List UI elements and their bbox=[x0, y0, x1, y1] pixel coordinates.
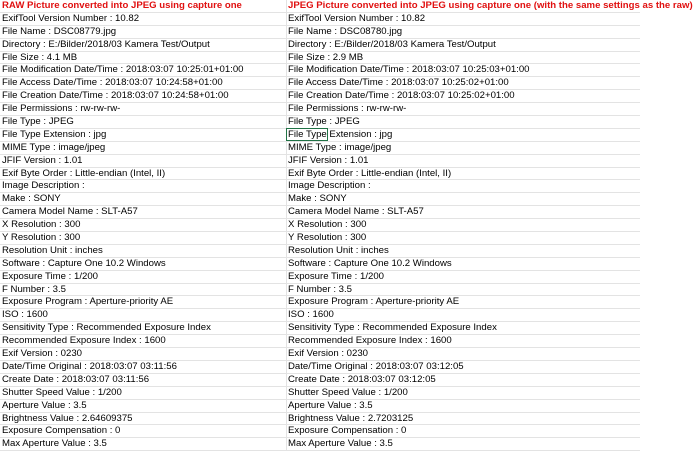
left-cell-row[interactable] bbox=[0, 322, 286, 335]
right-cell-row[interactable] bbox=[286, 193, 640, 206]
right-cell-row[interactable] bbox=[286, 206, 640, 219]
cell-text: MIME Type : image/jpeg bbox=[288, 141, 392, 153]
right-cell-row[interactable] bbox=[286, 180, 640, 193]
right-column bbox=[286, 0, 693, 450]
right-cell-row[interactable] bbox=[286, 335, 640, 348]
right-cell-row[interactable] bbox=[286, 103, 640, 116]
cell-text: Image Description : bbox=[288, 180, 371, 192]
cell-text: File Access Date/Time : 2018:03:07 10:24:58+01:00 bbox=[2, 77, 223, 89]
cell-text: Exposure Time : 1/200 bbox=[288, 270, 384, 282]
left-cell-row[interactable] bbox=[0, 284, 286, 297]
right-cell-row[interactable] bbox=[286, 26, 640, 39]
left-cell-row[interactable] bbox=[0, 232, 286, 245]
right-cell-row[interactable] bbox=[286, 142, 640, 155]
cell-text: File Type Extension : jpg bbox=[288, 128, 393, 140]
right-cell-row[interactable] bbox=[286, 168, 640, 181]
cell-text: Recommended Exposure Index : 1600 bbox=[2, 335, 166, 347]
left-column bbox=[0, 0, 286, 450]
cell-text: Software : Capture One 10.2 Windows bbox=[2, 257, 166, 269]
cell-text: Exif Version : 0230 bbox=[288, 348, 368, 360]
left-cell-row[interactable] bbox=[0, 413, 286, 426]
cell-text: ExifTool Version Number : 10.82 bbox=[2, 12, 140, 24]
cell-text: Exif Byte Order : Little-endian (Intel, II) bbox=[288, 167, 452, 179]
cell-text: File Name : DSC08780.jpg bbox=[288, 25, 403, 37]
left-cell-row[interactable] bbox=[0, 400, 286, 413]
cell-text: JFIF Version : 1.01 bbox=[288, 154, 369, 166]
left-cell-row[interactable] bbox=[0, 361, 286, 374]
cell-text: Recommended Exposure Index : 1600 bbox=[288, 335, 452, 347]
cell-text: Make : SONY bbox=[288, 193, 347, 205]
left-cell-row[interactable] bbox=[0, 374, 286, 387]
cell-text: Sensitivity Type : Recommended Exposure Index bbox=[288, 322, 497, 334]
cell-text: JFIF Version : 1.01 bbox=[2, 154, 83, 166]
right-cell-row[interactable] bbox=[286, 413, 640, 426]
left-cell-row[interactable] bbox=[0, 52, 286, 65]
cell-text: File Modification Date/Time : 2018:03:07 10:25:03+01:00 bbox=[288, 64, 530, 76]
left-cell-row[interactable] bbox=[0, 13, 286, 26]
right-cell-row[interactable] bbox=[286, 348, 640, 361]
left-cell-row[interactable] bbox=[0, 219, 286, 232]
left-cell-row[interactable] bbox=[0, 348, 286, 361]
cell-text: File Creation Date/Time : 2018:03:07 10:25:02+01:00 bbox=[288, 90, 515, 102]
right-cell-row[interactable] bbox=[286, 116, 640, 129]
cell-text: Camera Model Name : SLT-A57 bbox=[288, 206, 424, 218]
left-cell-row[interactable] bbox=[0, 180, 286, 193]
cell-text: Exposure Program : Aperture-priority AE bbox=[2, 296, 174, 308]
right-cell-row[interactable] bbox=[286, 361, 640, 374]
left-cell-row[interactable] bbox=[0, 64, 286, 77]
left-cell-row[interactable] bbox=[0, 258, 286, 271]
cell-text: F Number : 3.5 bbox=[2, 283, 66, 295]
cell-text: File Modification Date/Time : 2018:03:07 10:25:01+01:00 bbox=[2, 64, 244, 76]
left-cell-row[interactable] bbox=[0, 335, 286, 348]
right-cell-row[interactable] bbox=[286, 129, 640, 142]
cell-text: Exposure Program : Aperture-priority AE bbox=[288, 296, 460, 308]
cell-text: Shutter Speed Value : 1/200 bbox=[2, 386, 122, 398]
left-cell-row[interactable] bbox=[0, 438, 286, 451]
left-cell-row[interactable] bbox=[0, 142, 286, 155]
cell-text: Make : SONY bbox=[2, 193, 61, 205]
left-cell-row[interactable] bbox=[0, 245, 286, 258]
right-cell-row[interactable] bbox=[286, 309, 640, 322]
cell-text: Date/Time Original : 2018:03:07 03:12:05 bbox=[288, 360, 464, 372]
left-cell-row[interactable] bbox=[0, 155, 286, 168]
cell-text: Y Resolution : 300 bbox=[288, 232, 367, 244]
cell-text: File Type : JPEG bbox=[2, 116, 74, 128]
left-cell-row[interactable] bbox=[0, 296, 286, 309]
cell-text: File Access Date/Time : 2018:03:07 10:25:02+01:00 bbox=[288, 77, 509, 89]
right-cell-row[interactable] bbox=[286, 155, 640, 168]
left-cell-row[interactable] bbox=[0, 103, 286, 116]
cell-text: File Type Extension : jpg bbox=[2, 128, 107, 140]
right-cell-row[interactable] bbox=[286, 64, 640, 77]
cell-text: Create Date : 2018:03:07 03:11:56 bbox=[2, 373, 150, 385]
left-cell-row[interactable] bbox=[0, 77, 286, 90]
cell-text: F Number : 3.5 bbox=[288, 283, 352, 295]
cell-text: ExifTool Version Number : 10.82 bbox=[288, 12, 426, 24]
right-cell-row[interactable] bbox=[286, 39, 640, 52]
cell-text: Image Description : bbox=[2, 180, 85, 192]
left-cell-row[interactable] bbox=[0, 129, 286, 142]
right-cell-row[interactable] bbox=[286, 232, 640, 245]
right-cell-row[interactable] bbox=[286, 77, 640, 90]
cell-text: File Size : 2.9 MB bbox=[288, 51, 364, 63]
cell-text: File Type : JPEG bbox=[288, 116, 360, 128]
cell-text: Max Aperture Value : 3.5 bbox=[288, 438, 393, 450]
left-cell-row[interactable] bbox=[0, 206, 286, 219]
left-cell-row[interactable] bbox=[0, 168, 286, 181]
cell-text: Exposure Time : 1/200 bbox=[2, 270, 98, 282]
left-cell-row[interactable] bbox=[0, 90, 286, 103]
left-cell-row[interactable] bbox=[0, 116, 286, 129]
cell-text: Exif Byte Order : Little-endian (Intel, II) bbox=[2, 167, 166, 179]
cell-text: X Resolution : 300 bbox=[288, 219, 367, 231]
cell-text: Max Aperture Value : 3.5 bbox=[2, 438, 107, 450]
cell-text: Resolution Unit : inches bbox=[288, 244, 389, 256]
left-cell-row[interactable] bbox=[0, 271, 286, 284]
cell-text: File Permissions : rw-rw-rw- bbox=[288, 103, 407, 115]
cell-text: File Size : 4.1 MB bbox=[2, 51, 78, 63]
right-cell-row[interactable] bbox=[286, 245, 640, 258]
cell-text: Software : Capture One 10.2 Windows bbox=[288, 257, 452, 269]
cell-text: Exposure Compensation : 0 bbox=[288, 425, 407, 437]
right-cell-row[interactable] bbox=[286, 90, 640, 103]
cell-text: Brightness Value : 2.7203125 bbox=[288, 412, 414, 424]
right-cell-row[interactable] bbox=[286, 271, 640, 284]
right-cell-row[interactable] bbox=[286, 13, 640, 26]
cell-text: Exposure Compensation : 0 bbox=[2, 425, 121, 437]
cell-text: File Creation Date/Time : 2018:03:07 10:24:58+01:00 bbox=[2, 90, 229, 102]
selected-cell-border bbox=[286, 128, 328, 141]
left-cell-row[interactable] bbox=[0, 387, 286, 400]
cell-text: ISO : 1600 bbox=[288, 309, 334, 321]
left-cell-row[interactable] bbox=[0, 26, 286, 39]
right-cell-row[interactable] bbox=[286, 387, 640, 400]
left-cell-row[interactable] bbox=[0, 39, 286, 52]
right-cell-row[interactable] bbox=[286, 219, 640, 232]
cell-text: Create Date : 2018:03:07 03:12:05 bbox=[288, 373, 436, 385]
cell-text: ISO : 1600 bbox=[2, 309, 48, 321]
cell-text: Shutter Speed Value : 1/200 bbox=[288, 386, 408, 398]
cell-text: File Permissions : rw-rw-rw- bbox=[2, 103, 121, 115]
cell-text: Aperture Value : 3.5 bbox=[288, 399, 373, 411]
right-cell-row[interactable] bbox=[286, 258, 640, 271]
cell-text: Directory : E:/Bilder/2018/03 Kamera Test/Output bbox=[288, 38, 496, 50]
cell-text: Brightness Value : 2.64609375 bbox=[2, 412, 133, 424]
cell-text: X Resolution : 300 bbox=[2, 219, 81, 231]
right-cell-row[interactable] bbox=[286, 52, 640, 65]
right-cell-row[interactable] bbox=[286, 322, 640, 335]
right-column-title[interactable]: JPEG Picture converted into JPEG using capture one (with the same settings as the raw) bbox=[288, 0, 693, 11]
cell-text: Aperture Value : 3.5 bbox=[2, 399, 87, 411]
cell-text: File Name : DSC08779.jpg bbox=[2, 25, 117, 37]
cell-text: Date/Time Original : 2018:03:07 03:11:56 bbox=[2, 360, 177, 372]
right-cell-row[interactable] bbox=[286, 284, 640, 297]
right-cell-row[interactable] bbox=[286, 400, 640, 413]
cell-text: Exif Version : 0230 bbox=[2, 348, 82, 360]
left-cell-row[interactable] bbox=[0, 425, 286, 438]
left-cell-row[interactable] bbox=[0, 309, 286, 322]
right-cell-row[interactable] bbox=[286, 296, 640, 309]
cell-text: Sensitivity Type : Recommended Exposure Index bbox=[2, 322, 211, 334]
cell-text: Directory : E:/Bilder/2018/03 Kamera Test/Output bbox=[2, 38, 210, 50]
cell-text: Resolution Unit : inches bbox=[2, 244, 103, 256]
right-cell-row[interactable] bbox=[286, 425, 640, 438]
cell-text: Camera Model Name : SLT-A57 bbox=[2, 206, 138, 218]
right-cell-row[interactable] bbox=[286, 374, 640, 387]
cell-text: MIME Type : image/jpeg bbox=[2, 141, 106, 153]
right-cell-row[interactable] bbox=[286, 438, 640, 451]
left-column-title[interactable]: RAW Picture converted into JPEG using capture one bbox=[0, 0, 286, 13]
left-cell-row[interactable] bbox=[0, 193, 286, 206]
cell-text: Y Resolution : 300 bbox=[2, 232, 81, 244]
